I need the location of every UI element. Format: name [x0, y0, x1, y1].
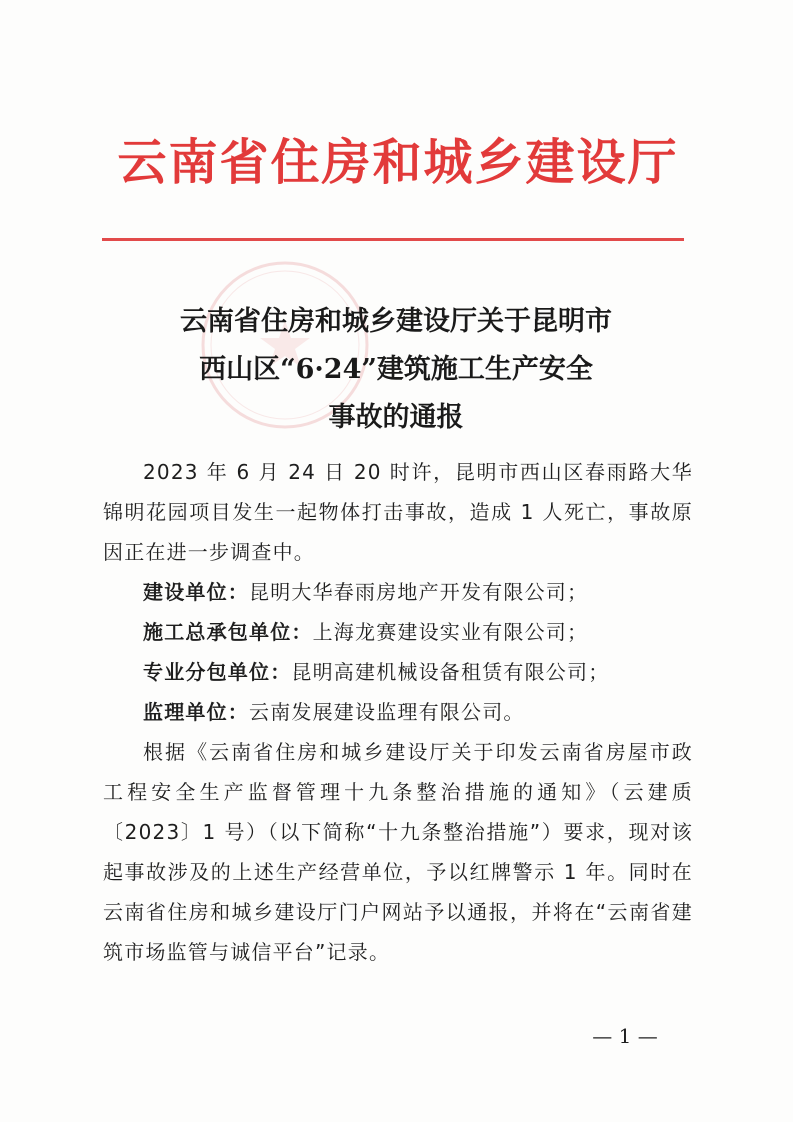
unit-line-subcontractor	[103, 652, 693, 692]
document-body	[103, 452, 693, 972]
page-number: — 1 —	[592, 1024, 658, 1048]
unit-label: 施工总承包单位：	[143, 620, 313, 644]
document-title-line-2: 西山区“6·24”建筑施工生产安全	[199, 354, 593, 385]
unit-value: 昆明高建机械设备租赁有限公司；	[291, 660, 610, 684]
unit-line-construction	[103, 572, 693, 612]
unit-label: 专业分包单位：	[143, 660, 292, 684]
unit-label: 监理单位：	[143, 700, 249, 724]
document-title	[100, 298, 692, 442]
letterhead-red-rule	[102, 238, 684, 241]
unit-value: 云南发展建设监理有限公司。	[249, 700, 525, 724]
intro-paragraph: 2023 年 6 月 24 日 20 时许，昆明市西山区春雨路大华锦明花园项目发生一起物体打击事故，造成 1 人死亡，事故原因正在进一步调查中。	[103, 460, 693, 564]
unit-value: 上海龙赛建设实业有限公司；	[312, 620, 589, 644]
unit-value: 昆明大华春雨房地产开发有限公司；	[249, 580, 589, 604]
document-title-line-3: 事故的通报	[328, 402, 464, 433]
unit-line-general-contractor	[103, 612, 693, 652]
letterhead-organization: 云南省住房和城乡建设厅	[117, 133, 679, 191]
unit-line-supervisor	[103, 692, 693, 732]
document-title-line-1: 云南省住房和城乡建设厅关于昆明市	[180, 306, 612, 337]
conclusion-paragraph: 根据《云南省住房和城乡建设厅关于印发云南省房屋市政工程安全生产监督管理十九条整治措施的通知》（云建质〔2023〕1 号）（以下简称“十九条整治措施”）要求，现对该起事故涉及的上述生产经营单位，予以红牌警示 1 年。同时在云南省住房和城乡建设厅门户网站予以通报，并将在“云南省建筑市场监管与诚信平台”记录。	[103, 740, 693, 964]
unit-label: 建设单位：	[143, 580, 249, 604]
